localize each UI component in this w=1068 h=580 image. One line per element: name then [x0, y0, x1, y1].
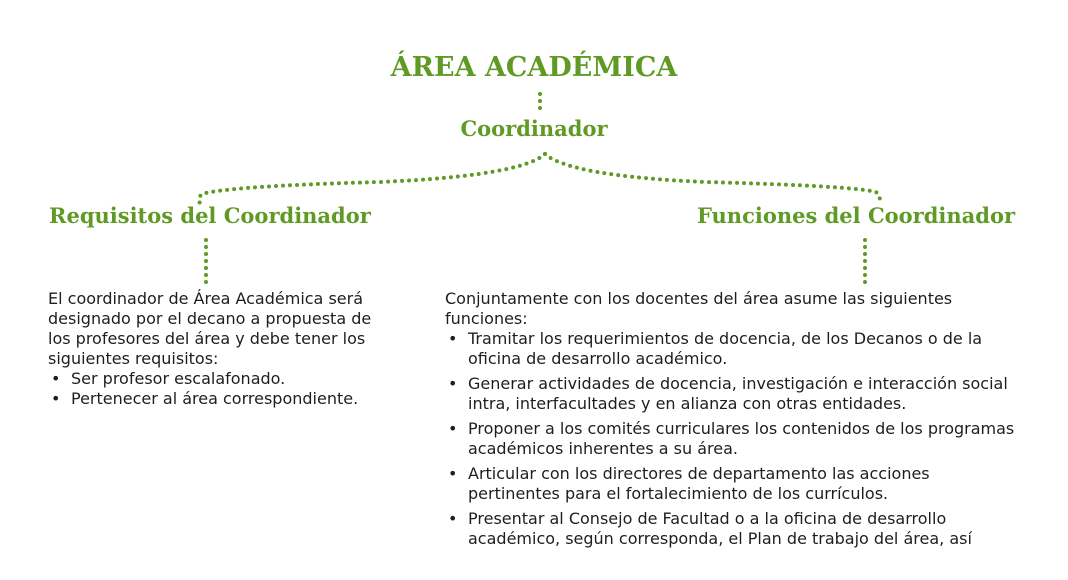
bullet-icon: •: [51, 389, 61, 408]
coordinator-title: Coordinador: [460, 116, 608, 141]
list-item: • Proponer a los comités curriculares los contenidos de los programas académicos inherentes a su área.: [448, 419, 1015, 458]
bullet-icon: •: [51, 369, 61, 388]
funciones-intro: Conjuntamente con los docentes del área asume las siguientes funciones:: [445, 289, 953, 328]
bullet-icon: •: [448, 329, 458, 348]
list-item: • Generar actividades de docencia, investigación e interacción social intra, interfacultades y en alianza con otras entidades.: [448, 374, 1008, 413]
funciones-heading: Funciones del Coordinador: [697, 203, 1016, 228]
requisitos-intro: El coordinador de Área Académica será designado por el decano a propuesta de los profesores del área y debe tener los siguientes requisitos:: [48, 289, 372, 368]
funciones-list: [445, 329, 1015, 549]
requisitos-heading: Requisitos del Coordinador: [49, 203, 371, 228]
list-item: • Pertenecer al área correspondiente.: [51, 389, 359, 408]
list-item: • Presentar al Consejo de Facultad o a la oficina de desarrollo académico, según corresponda, el Plan de trabajo del área, así: [448, 509, 972, 548]
bullet-icon: •: [448, 419, 458, 438]
connector-coordinator-to-requisitos: [199, 154, 545, 204]
requisitos-section: [48, 289, 378, 409]
bullet-icon: •: [448, 464, 458, 483]
bullet-icon: •: [448, 509, 458, 528]
requisitos-list: [48, 369, 378, 409]
funciones-section: [445, 289, 1015, 554]
list-item: • Tramitar los requerimientos de docencia, de los Decanos o de la oficina de desarrollo académico.: [448, 329, 983, 368]
connector-coordinator-to-funciones: [545, 154, 880, 204]
page-title: ÁREA ACADÉMICA: [390, 52, 678, 83]
bullet-icon: •: [448, 374, 458, 393]
list-item: • Ser profesor escalafonado.: [51, 369, 286, 388]
list-item: • Articular con los directores de departamento las acciones pertinentes para el fortalecimiento de los currículos.: [448, 464, 930, 503]
